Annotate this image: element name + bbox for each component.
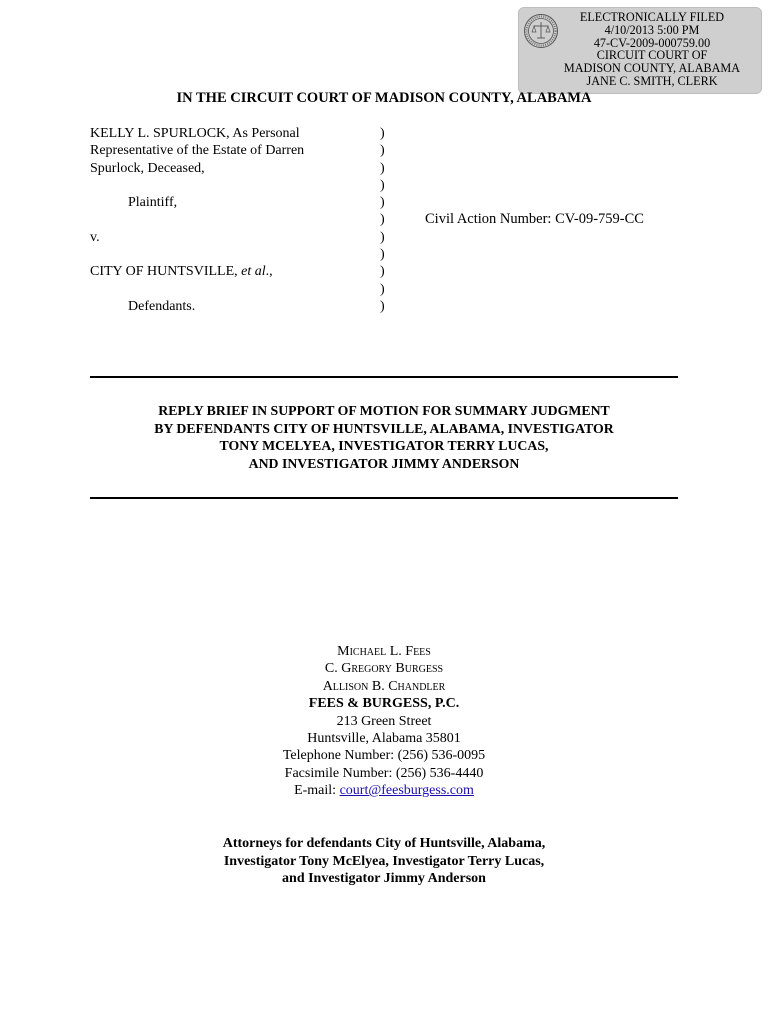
stamp-line: MADISON COUNTY, ALABAMA [563, 61, 741, 76]
attorney-name: Michael L. Fees [337, 644, 431, 659]
caption-paren-column [380, 125, 385, 315]
caption-paren: ) [380, 264, 385, 280]
firm-street: 213 Green Street [336, 713, 432, 729]
defendant-etal: et al [241, 264, 266, 280]
defendant-role: Defendants. [128, 298, 196, 314]
civil-action-number: Civil Action Number: CV-09-759-CC [425, 211, 644, 227]
attorney-name: C. Gregory Burgess [324, 661, 444, 677]
blank-line [90, 246, 360, 263]
email-link[interactable]: court@feesburgess.com [339, 783, 474, 799]
stamp-line: 47-CV-2009-000759.00 [593, 35, 711, 50]
plaintiff-description: Representative of the Estate of Darren [90, 143, 305, 159]
blank-line [90, 177, 360, 194]
plaintiff-name: KELLY L. SPURLOCK, As Personal [90, 126, 300, 141]
caption-paren: ) [380, 160, 385, 176]
court-heading: IN THE CIRCUIT COURT OF MADISON COUNTY, ALABAMA [176, 90, 592, 106]
caption-paren: ) [380, 229, 385, 245]
firm-name: FEES & BURGESS, P.C. [308, 696, 460, 712]
attorneys-for-line: Attorneys for defendants City of Huntsville, Alabama, [222, 836, 546, 851]
versus-label: v. [90, 229, 100, 245]
caption-paren: ) [380, 177, 385, 193]
signature-block [0, 643, 768, 800]
title-bottom-rule [90, 497, 678, 499]
document-title [90, 402, 678, 472]
caption-paren: ) [380, 247, 385, 263]
caption-paren: ) [380, 281, 385, 297]
email-label: E-mail: [294, 783, 340, 799]
blank-line [90, 281, 360, 298]
plaintiff-description: Spurlock, Deceased, [90, 160, 205, 176]
caption-paren: ) [380, 195, 385, 211]
stamp-line: 4/10/2013 5:00 PM [604, 22, 700, 37]
attorneys-for-line: and Investigator Jimmy Anderson [282, 871, 486, 887]
case-caption [90, 125, 360, 315]
caption-paren: ) [380, 126, 385, 141]
caption-paren: ) [380, 212, 385, 228]
stamp-line: ELECTRONICALLY FILED [579, 10, 725, 24]
title-line: TONY MCELYEA, INVESTIGATOR TERRY LUCAS, [219, 438, 549, 454]
firm-city: Huntsville, Alabama 35801 [307, 731, 461, 747]
attorneys-for-line: Investigator Tony McElyea, Investigator Terry Lucas, [223, 853, 545, 869]
firm-facsimile: Facsimile Number: (256) 536-4440 [284, 765, 484, 781]
defendant-suffix: ., [265, 264, 273, 280]
plaintiff-role: Plaintiff, [128, 195, 178, 211]
firm-telephone: Telephone Number: (256) 536-0095 [282, 748, 486, 764]
title-top-rule [90, 376, 678, 378]
stamp-line: CIRCUIT COURT OF [596, 48, 708, 63]
attorney-name: Allison B. Chandler [322, 678, 446, 694]
title-line: BY DEFENDANTS CITY OF HUNTSVILLE, ALABAMA, INVESTIGATOR [154, 420, 614, 436]
title-line: AND INVESTIGATOR JIMMY ANDERSON [248, 455, 520, 471]
attorneys-for-block [0, 835, 768, 888]
defendant-name [90, 263, 360, 280]
defendant-name-text: CITY OF HUNTSVILLE, [90, 264, 242, 280]
electronic-filing-stamp [518, 7, 762, 94]
caption-paren: ) [380, 143, 385, 159]
blank-line [90, 211, 360, 228]
title-line: REPLY BRIEF IN SUPPORT OF MOTION FOR SUMMARY JUDGMENT [158, 403, 610, 418]
caption-paren: ) [380, 298, 385, 314]
firm-email [0, 782, 768, 799]
stamp-line: JANE C. SMITH, CLERK [586, 73, 718, 88]
